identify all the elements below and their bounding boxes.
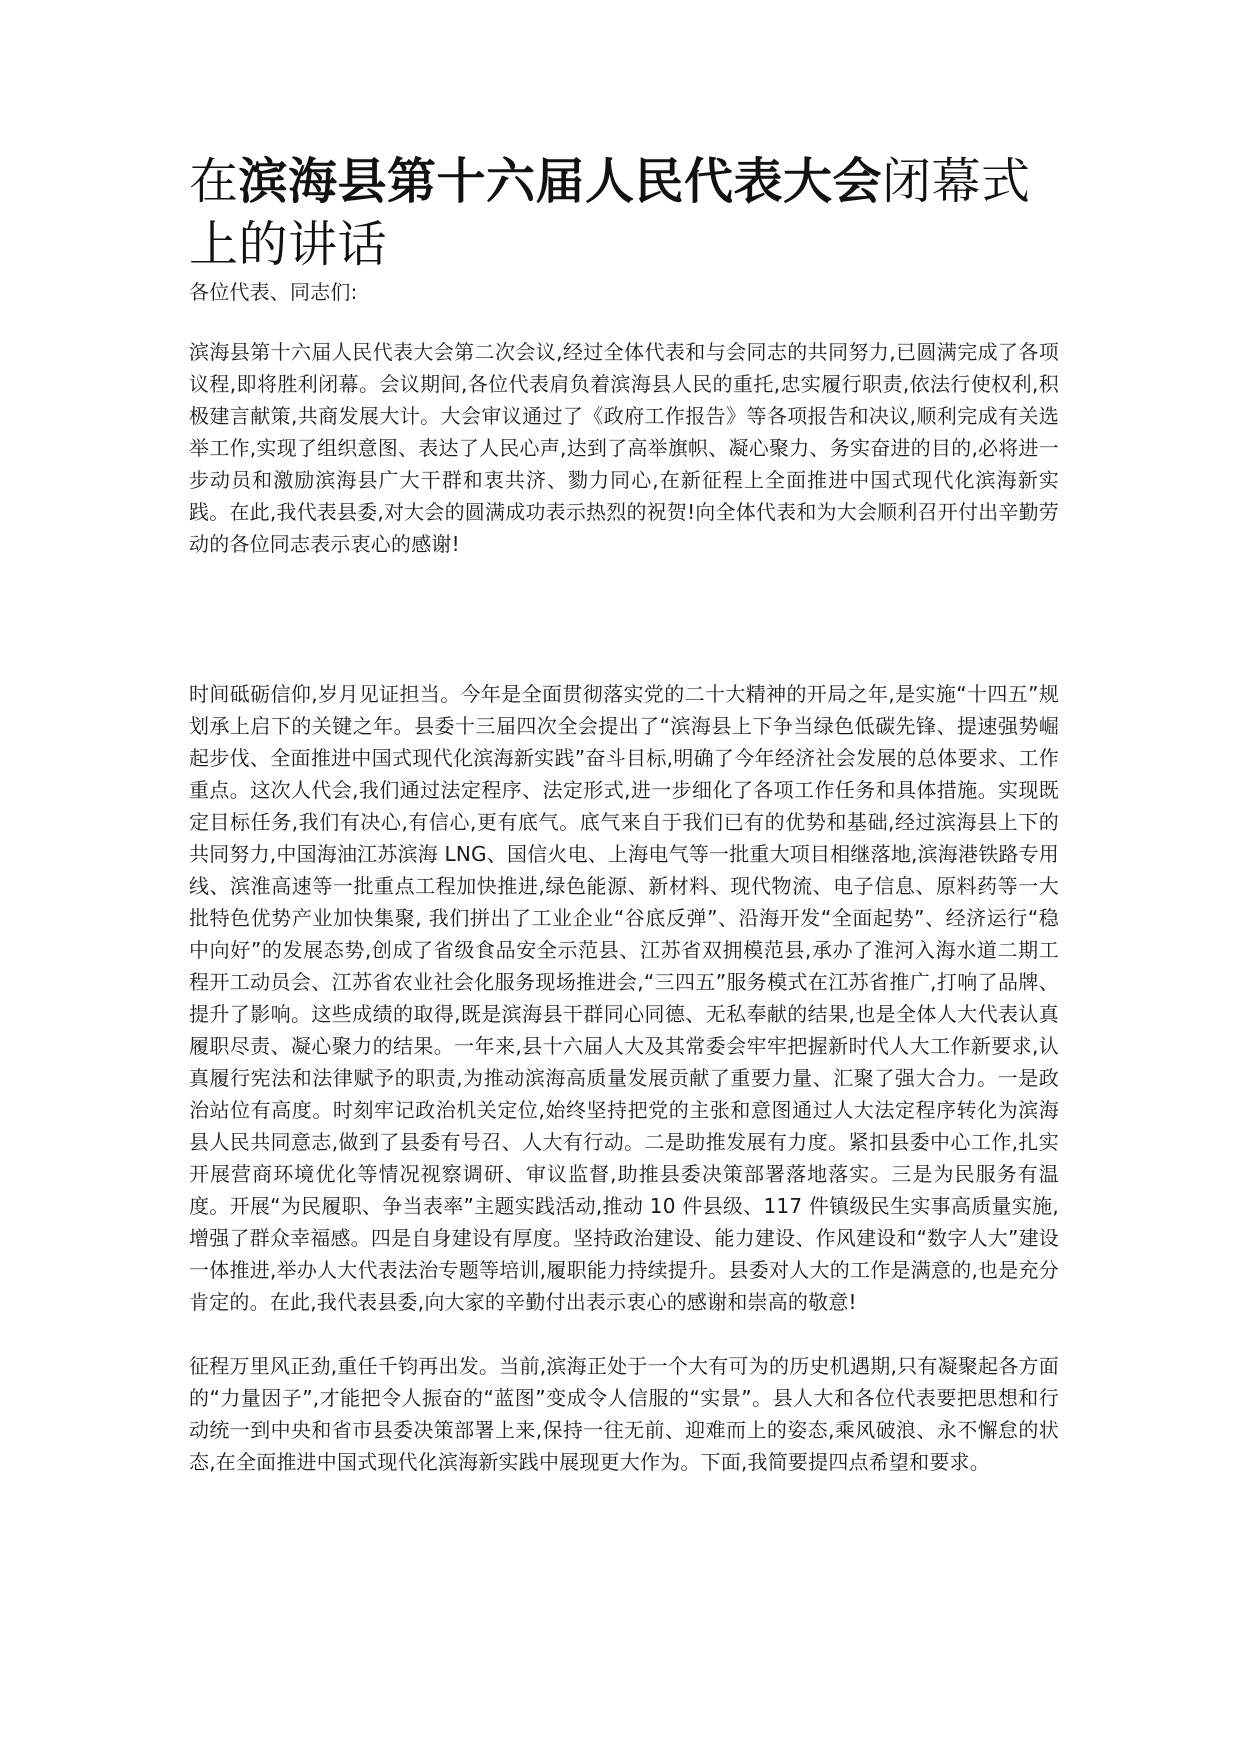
document-page — [189, 150, 1059, 1478]
paragraph-achievements: 时间砥砺信仰,岁月见证担当。今年是全面贯彻落实党的二十大精神的开局之年,是实施“十四五”规划承上启下的关键之年。县委十三届四次全会提出了“滨海县上下争当绿色低碳先锋、提速强势崛起步伐、全面推进中国式现代化滨海新实践”奋斗目标,明确了今年经济社会发展的总体要求、工作重点。这次人代会,我们通过法定程序、法定形式,进一步细化了各项工作任务和具体措施。实现既定目标任务,我们有决心,有信心,更有底气。底气来自于我们已有的优势和基础,经过滨海县上下的共同努力,中国海油江苏滨海 LNG、国信火电、上海电气等一批重大项目相继落地,滨海港铁路专用线、滨淮高速等一批重点工程加快推进,绿色能源、新材料、现代物流、电子信息、原料药等一大批特色优势产业加快集聚, 我们拼出了工业企业“谷底反弹”、沿海开发“全面起势”、经济运行“稳中向好”的发展态势,创成了省级食品安全示范县、江苏省双拥模范县,承办了淮河入海水道二期工程开工动员会、江苏省农业社会化服务现场推进会,“三四五”服务模式在江苏省推广,打响了品牌、提升了影响。这些成绩的取得,既是滨海县干群同心同德、无私奉献的结果,也是全体人大代表认真履职尽责、凝心聚力的结果。一年来,县十六届人大及其常委会牢牢把握新时代人大工作新要求,认真履行宪法和法律赋予的职责,为推动滨海高质量发展贡献了重要力量、汇聚了强大合力。一是政治站位有高度。时刻牢记政治机关定位,始终坚持把党的主张和意图通过人大法定程序转化为滨海县人民共同意志,做到了县委有号召、人大有行动。二是助推发展有力度。紧扣县委中心工作,扎实开展营商环境优化等情况视察调研、审议监督,助推县委决策部署落地落实。三是为民服务有温度。开展“为民履职、争当表率”主题实践活动,推动 10 件县级、117 件镇级民生实事高质量实施,增强了群众幸福感。四是自身建设有厚度。坚持政治建设、能力建设、作风建设和“数字人大”建设一体推进,举办人大代表法治专题等培训,履职能力持续提升。县委对人大的工作是满意的,也是充分肯定的。在此,我代表县委,向大家的辛勤付出表示衷心的感谢和崇高的敬意! — [189, 682, 1059, 1314]
title-suffix: 闭幕式上的讲话 — [189, 153, 1031, 273]
paragraph-expectations: 征程万里风正劲,重任千钧再出发。当前,滨海正处于一个大有可为的历史机遇期,只有凝聚起各方面的“力量因子”,才能把令人振奋的“蓝图”变成令人信服的“实景”。县人大和各位代表要把思想和行动统一到中央和省市县委决策部署上来,保持一往无前、迎难而上的姿态,乘风破浪、永不懈怠的状态,在全面推进中国式现代化滨海新实践中展现更大作为。下面,我简要提四点希望和要求。 — [189, 1354, 1059, 1474]
document-title — [189, 150, 1059, 276]
title-bold-part: 滨海县第十六届人民代表大会 — [238, 152, 883, 210]
salutation: 各位代表、同志们: — [189, 280, 358, 304]
title-prefix: 在 — [189, 153, 239, 210]
paragraph-opening: 滨海县第十六届人民代表大会第二次会议,经过全体代表和与会同志的共同努力,已圆满完成了各项议程,即将胜利闭幕。会议期间,各位代表肩负着滨海县人民的重托,忠实履行职责,依法行使权利,积极建言献策,共商发展大计。大会审议通过了《政府工作报告》等各项报告和决议,顺利完成有关选举工作,实现了组织意图、表达了人民心声,达到了高举旗帜、凝心聚力、务实奋进的目的,必将进一步动员和激励滨海县广大干群和衷共济、勠力同心,在新征程上全面推进中国式现代化滨海新实践。在此,我代表县委,对大会的圆满成功表示热烈的祝贺!向全体代表和为大会顺利召开付出辛勤劳动的各位同志表示衷心的感谢! — [189, 340, 1059, 556]
